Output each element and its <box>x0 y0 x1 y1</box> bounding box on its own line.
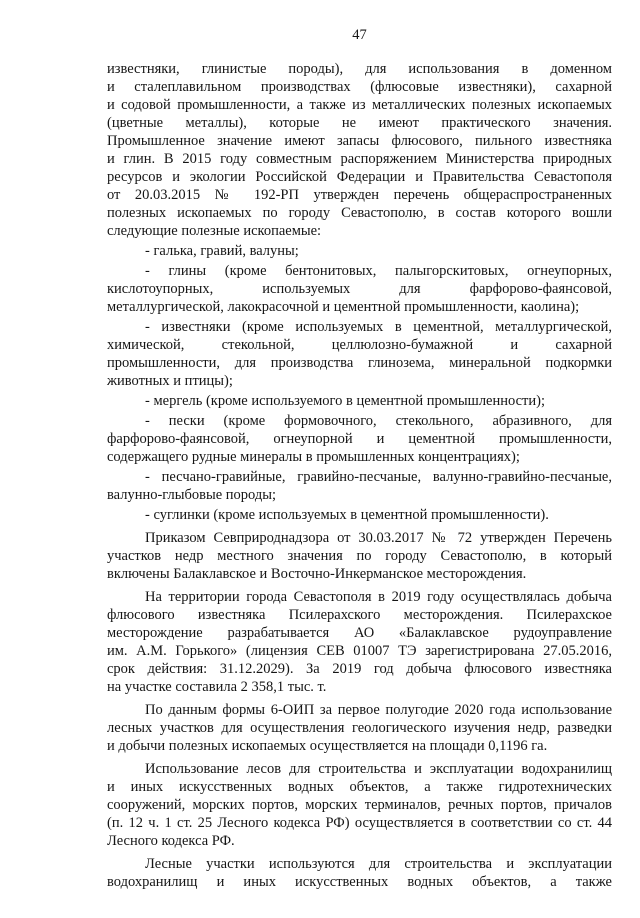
text-line: - глины (кроме бентонитовых, палыгорскитовых, огнеупорных, <box>145 263 612 279</box>
text-line: полезных ископаемых по городу Севастополю, в состав которого вошли <box>107 205 612 221</box>
text-line: промышленности, для производства глинозема, минеральной подкормки <box>107 355 612 371</box>
text-line: и иных искусственных водных объектов, а также гидротехнических <box>107 779 612 795</box>
text-line: и сталеплавильном производствах (флюсовые известняки), сахарной <box>107 79 612 95</box>
list-item-loams <box>107 506 612 524</box>
list-item-sand-gravel <box>107 468 612 504</box>
text-line: животных и птицы); <box>107 373 233 389</box>
text-line: известняки, глинистые породы), для использования в доменном <box>107 61 612 77</box>
text-line: водохранилищ и иных искусственных водных объектов, а также <box>107 874 612 890</box>
text-line: содержащего рудные минералы в промышленных концентрациях); <box>107 449 520 465</box>
text-line: По данным формы 6-ОИП за первое полугодие 2020 года использование <box>145 702 612 718</box>
text-line: Промышленное значение имеют запасы флюсового, пильного известняка <box>107 133 612 149</box>
paragraph-forest-reservoirs <box>107 760 612 850</box>
page-number: 47 <box>352 27 367 43</box>
text-line: Использование лесов для строительства и эксплуатации водохранилищ <box>145 761 612 777</box>
text-line: (цветные металлы), которые не имеют практического значения. <box>107 115 612 131</box>
paragraph-forest-plots <box>107 855 612 891</box>
text-line: от 20.03.2015 № 192-РП утвержден перечень общераспространенных <box>107 187 612 203</box>
paragraph-sevprirodnadzor-order <box>107 529 612 583</box>
text-line: на участке составила 2 358,1 тыс. т. <box>107 679 327 695</box>
text-line: срок действия: 31.12.2029). За 2019 год добыча флюсового известняка <box>107 661 612 677</box>
text-line: - песчано-гравийные, гравийно-песчаные, валунно-гравийно-песчаные, <box>145 469 612 485</box>
text-line: Лесные участки используются для строительства и эксплуатации <box>145 856 612 872</box>
text-line: участков недр местного значения по городу Севастополю, в который <box>107 548 612 564</box>
list-item-marl <box>107 392 612 410</box>
text-line: и глин. В 2015 году совместным распоряжением Министерства природных <box>107 151 612 167</box>
text-line: и содовой промышленности, а также из металлических полезных ископаемых <box>107 97 612 113</box>
paragraph-forest-form-6-oip <box>107 701 612 755</box>
intro-paragraph <box>107 60 612 240</box>
text-line: - галька, гравий, валуны; <box>145 243 299 259</box>
text-line: им. А.М. Горького» (лицензия СЕВ 01007 ТЭ зарегистрирована 27.05.2016, <box>107 643 612 659</box>
text-line: химической, стекольной, целлюлозно-бумажной и сахарной <box>107 337 612 353</box>
text-line: кислотоупорных, используемых для фарфорово-фаянсовой, <box>107 281 612 297</box>
list-item-clays <box>107 262 612 316</box>
text-line: сооружений, морских портов, морских терминалов, речных портов, причалов <box>107 797 612 813</box>
text-line: флюсового известняка Псилерахского месторождения. Псилерахское <box>107 607 612 623</box>
list-item-limestones <box>107 318 612 390</box>
text-line: металлургической, лакокрасочной и цементной промышленности, каолина); <box>107 299 580 315</box>
list-item-gravel <box>107 242 612 260</box>
text-line: На территории города Севастополя в 2019 году осуществлялась добыча <box>145 589 612 605</box>
text-line: месторождение разрабатывается АО «Балаклавское рудоуправление <box>107 625 612 641</box>
text-line: ресурсов и экологии Российской Федерации и Правительства Севастополя <box>107 169 612 185</box>
text-line: - известняки (кроме используемых в цементной, металлургической, <box>145 319 612 335</box>
text-line: лесных участков для осуществления геологического изучения недр, разведки <box>107 720 612 736</box>
text-line: (п. 12 ч. 1 ст. 25 Лесного кодекса РФ) осуществляется в соответствии со ст. 44 <box>107 815 612 831</box>
text-line: - мергель (кроме используемого в цементной промышленности); <box>145 393 546 409</box>
text-line: фарфорово-фаянсовой, огнеупорной и цементной промышленности, <box>107 431 612 447</box>
text-line: включены Балаклавское и Восточно-Инкерманское месторождения. <box>107 566 527 582</box>
text-line: - суглинки (кроме используемых в цементной промышленности). <box>145 507 549 523</box>
text-line: следующие полезные ископаемые: <box>107 223 322 239</box>
list-item-sands <box>107 412 612 466</box>
document-body <box>107 60 612 891</box>
paragraph-psilerakh-mining <box>107 588 612 696</box>
text-line: Лесного кодекса РФ. <box>107 833 235 849</box>
text-line: валунно-глыбовые породы; <box>107 487 277 503</box>
text-line: Приказом Севприроднадзора от 30.03.2017 № 72 утвержден Перечень <box>145 530 612 546</box>
text-line: - пески (кроме формовочного, стекольного, абразивного, для <box>145 413 612 429</box>
text-line: и добычи полезных ископаемых осуществляется на площади 0,1196 га. <box>107 738 548 754</box>
